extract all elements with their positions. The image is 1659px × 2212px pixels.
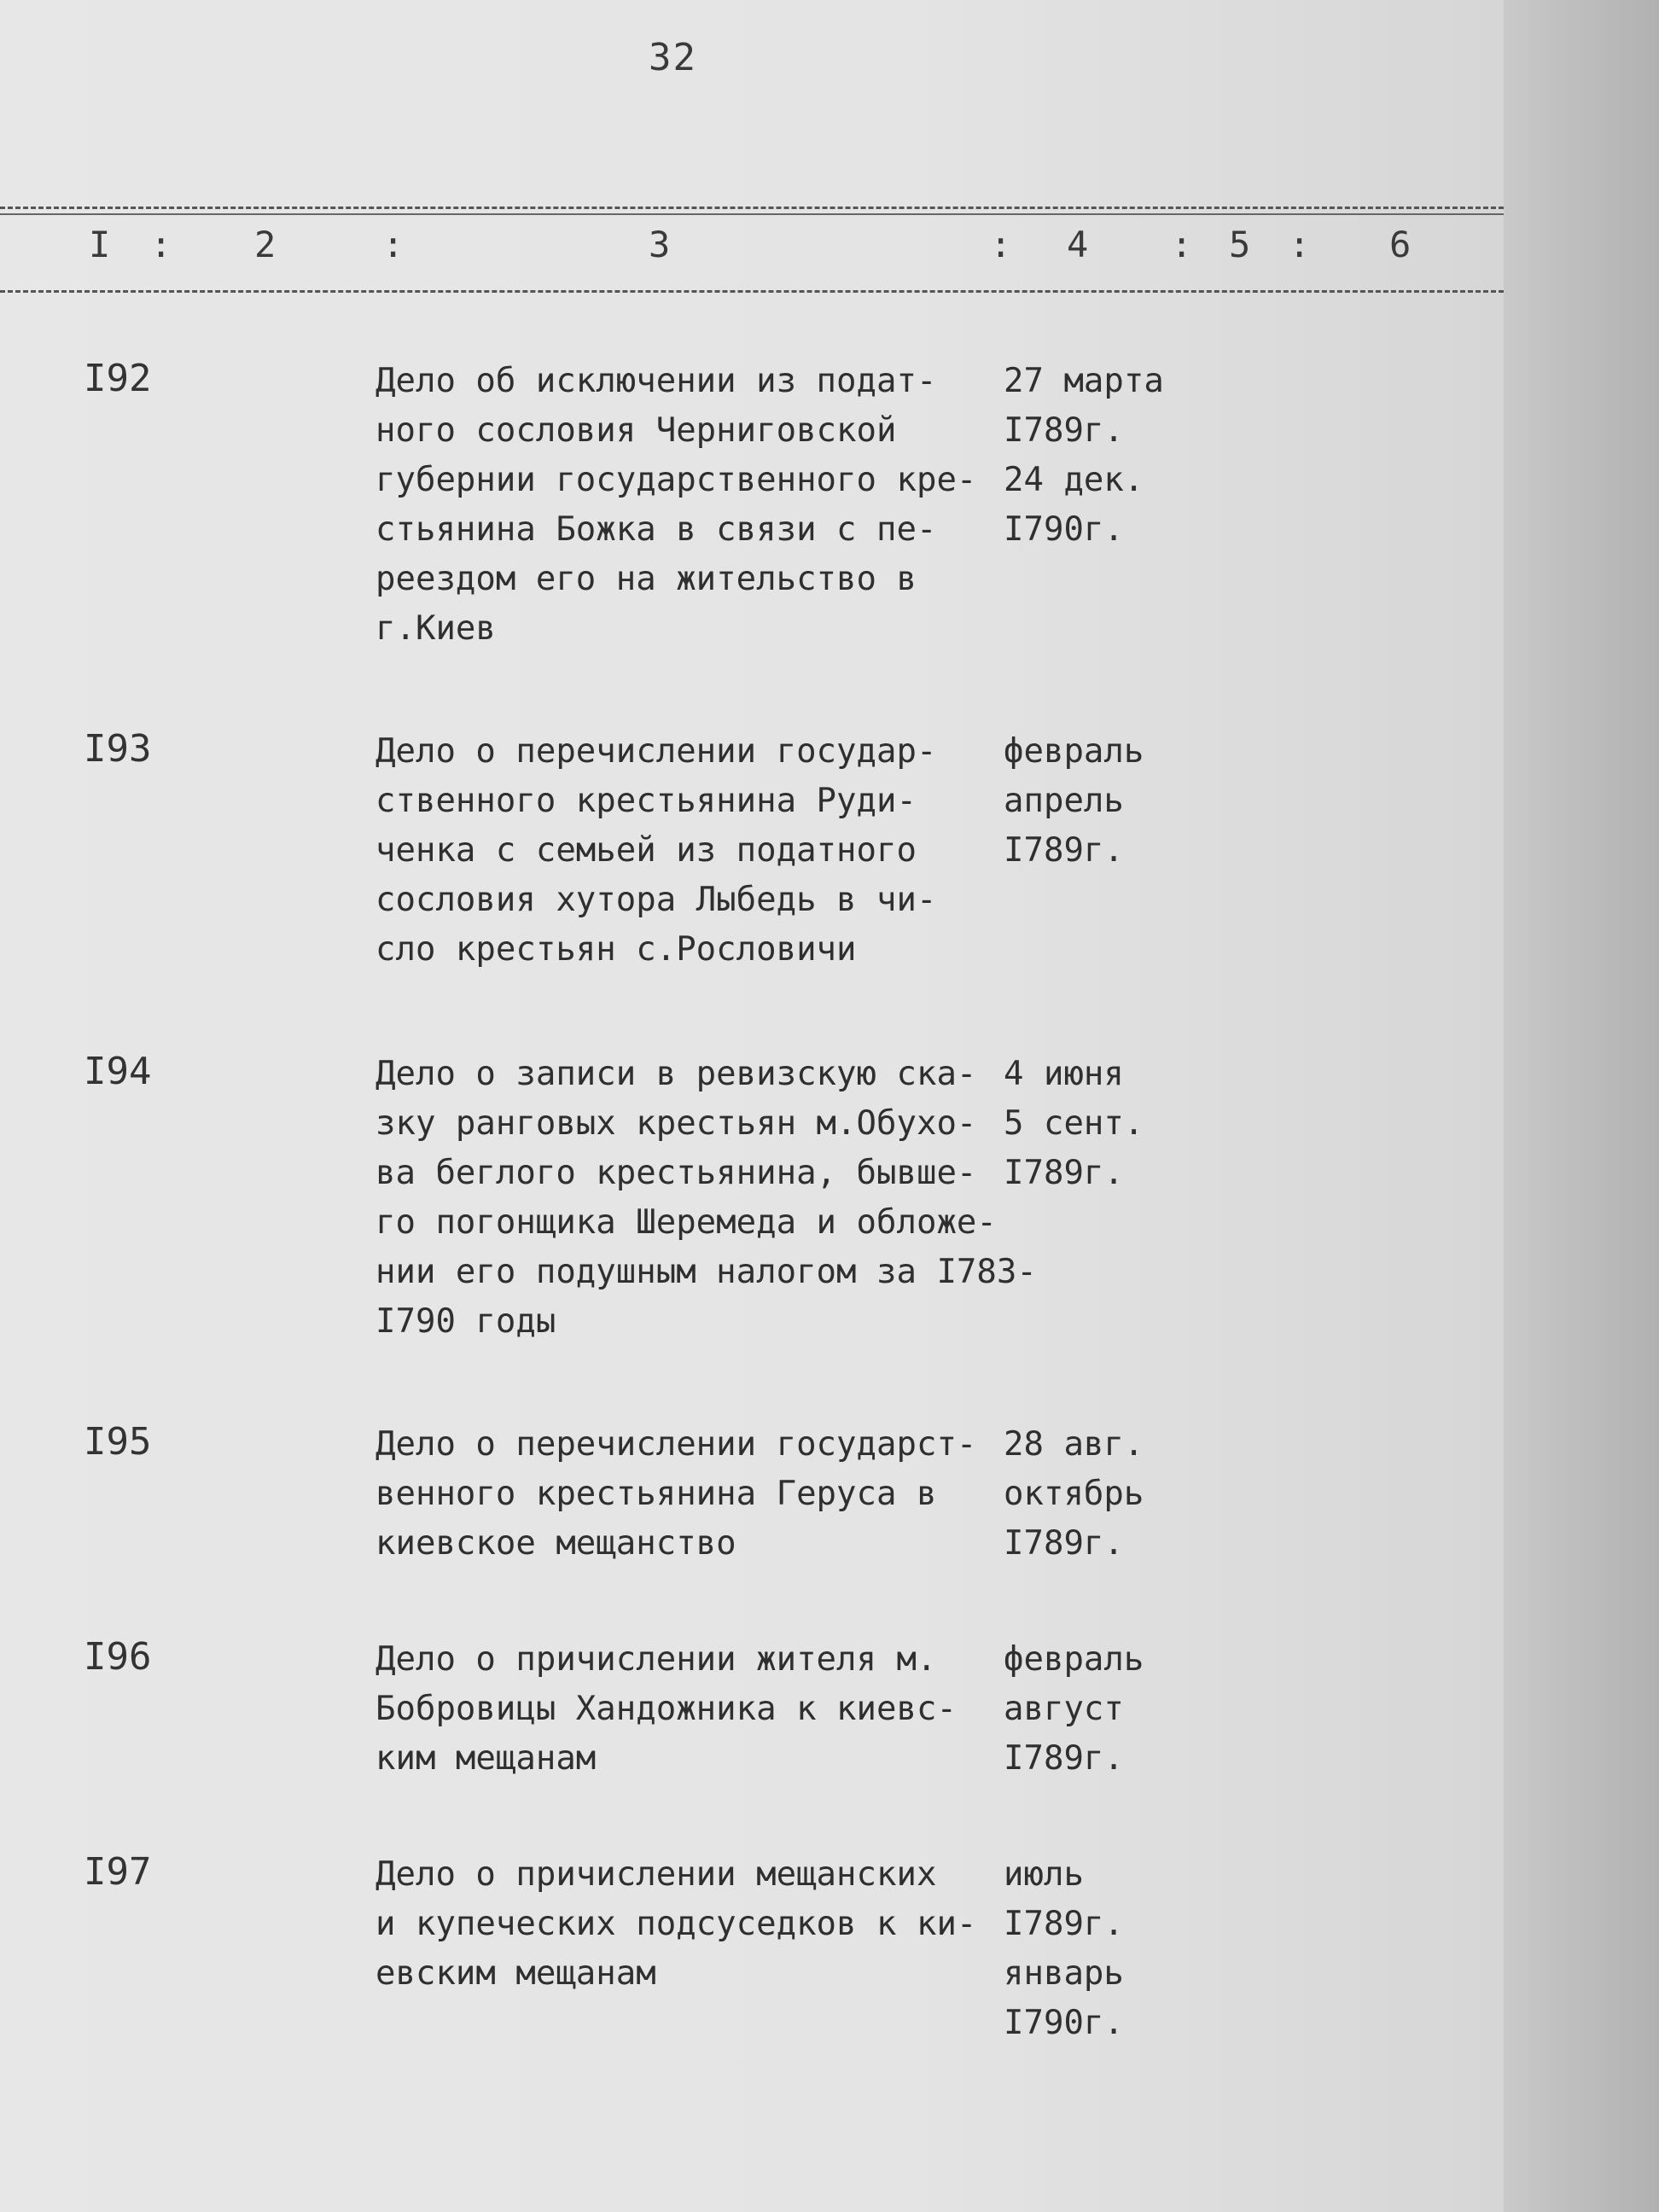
description-line: зку ранговых крестьян м.Обухо- <box>375 1104 977 1143</box>
description-line: евским мещанам <box>375 1954 656 1993</box>
description-line: ченка с семьей из податного <box>375 831 917 870</box>
date-line: I789г. <box>1004 411 1124 450</box>
date-line: 4 июня <box>1004 1055 1124 1093</box>
description-line: Дело о перечислении государ- <box>375 732 937 771</box>
case-number: I97 <box>84 1850 152 1894</box>
date-line: I789г. <box>1004 1905 1124 1943</box>
header-col-5: 5 <box>1229 224 1251 265</box>
description-line: ва беглого крестьянина, бывше- <box>375 1154 977 1192</box>
date-line: 5 сент. <box>1004 1104 1144 1143</box>
case-description <box>375 1420 976 1569</box>
case-description <box>375 1850 976 1999</box>
case-dates <box>1004 1850 1124 2048</box>
case-number: I96 <box>84 1635 152 1679</box>
description-line: сословия хутора Лыбедь в чи- <box>375 881 937 919</box>
case-number: I92 <box>84 357 152 400</box>
date-line: I789г. <box>1004 831 1124 870</box>
case-dates <box>1004 1420 1144 1569</box>
page-number: 32 <box>649 36 697 79</box>
header-col-3: 3 <box>649 224 671 265</box>
header-separator: : <box>990 224 1012 265</box>
date-line: июль <box>1004 1855 1084 1894</box>
description-line: Дело о причислении жителя м. <box>375 1640 937 1679</box>
description-line: ственного крестьянина Руди- <box>375 782 917 820</box>
description-line: Дело о перечислении государст- <box>375 1425 977 1464</box>
table-header-top-rule <box>0 207 1504 209</box>
description-line: Бобровицы Хандожника к киевс- <box>375 1690 957 1728</box>
date-line: 28 авг. <box>1004 1425 1144 1464</box>
table-header <box>0 224 1504 275</box>
description-line: го погонщика Шеремеда и обложе- <box>375 1203 997 1242</box>
case-dates <box>1004 727 1144 876</box>
description-line: ким мещанам <box>375 1739 597 1778</box>
date-line: I789г. <box>1004 1524 1124 1563</box>
date-line: февраль <box>1004 732 1144 771</box>
case-dates <box>1004 1635 1144 1784</box>
description-line: сло крестьян с.Рословичи <box>375 930 857 969</box>
header-separator: : <box>150 224 172 265</box>
description-line: Дело о записи в ревизскую ска- <box>375 1055 977 1093</box>
case-description <box>375 1635 957 1784</box>
description-line: губернии государственного кре- <box>375 461 977 499</box>
header-col-4: 4 <box>1067 224 1089 265</box>
date-line: февраль <box>1004 1640 1144 1679</box>
date-line: 27 марта <box>1004 362 1164 400</box>
header-col-1: I <box>89 224 111 265</box>
date-line: апрель <box>1004 782 1124 820</box>
description-line: г.Киев <box>375 609 496 648</box>
header-col-2: 2 <box>254 224 276 265</box>
description-line: I790 годы <box>375 1302 556 1341</box>
description-line: киевское мещанство <box>375 1524 736 1563</box>
case-dates <box>1004 357 1164 555</box>
header-separator: : <box>1171 224 1193 265</box>
description-line: и купеческих подсуседков к ки- <box>375 1905 977 1943</box>
date-line: октябрь <box>1004 1475 1144 1513</box>
description-line: венного крестьянина Геруса в <box>375 1475 937 1513</box>
description-line: реездом его на жительство в <box>375 560 917 598</box>
date-line: I790г. <box>1004 2004 1124 2042</box>
case-number: I95 <box>84 1420 152 1464</box>
date-line: I790г. <box>1004 510 1124 549</box>
case-dates <box>1004 1050 1144 1198</box>
date-line: I789г. <box>1004 1154 1124 1192</box>
case-number: I94 <box>84 1050 152 1093</box>
description-line: нии его подушным налогом за I783- <box>375 1253 1037 1291</box>
description-line: Дело о причислении мещанских <box>375 1855 937 1894</box>
case-description <box>375 727 936 975</box>
adjacent-page-edge <box>1504 0 1659 2212</box>
header-col-6: 6 <box>1389 224 1412 265</box>
table-header-bottom-rule <box>0 290 1504 293</box>
header-separator: : <box>382 224 405 265</box>
case-number: I93 <box>84 727 152 771</box>
date-line: I789г. <box>1004 1739 1124 1778</box>
description-line: Дело об исключении из подат- <box>375 362 937 400</box>
date-line: 24 дек. <box>1004 461 1144 499</box>
description-line: ного сословия Черниговской <box>375 411 897 450</box>
case-description <box>375 1050 1037 1347</box>
header-separator: : <box>1289 224 1311 265</box>
case-description <box>375 357 976 654</box>
table-header-top-rule-solid <box>0 213 1504 215</box>
description-line: стьянина Божка в связи с пе- <box>375 510 937 549</box>
date-line: январь <box>1004 1954 1124 1993</box>
date-line: август <box>1004 1690 1124 1728</box>
